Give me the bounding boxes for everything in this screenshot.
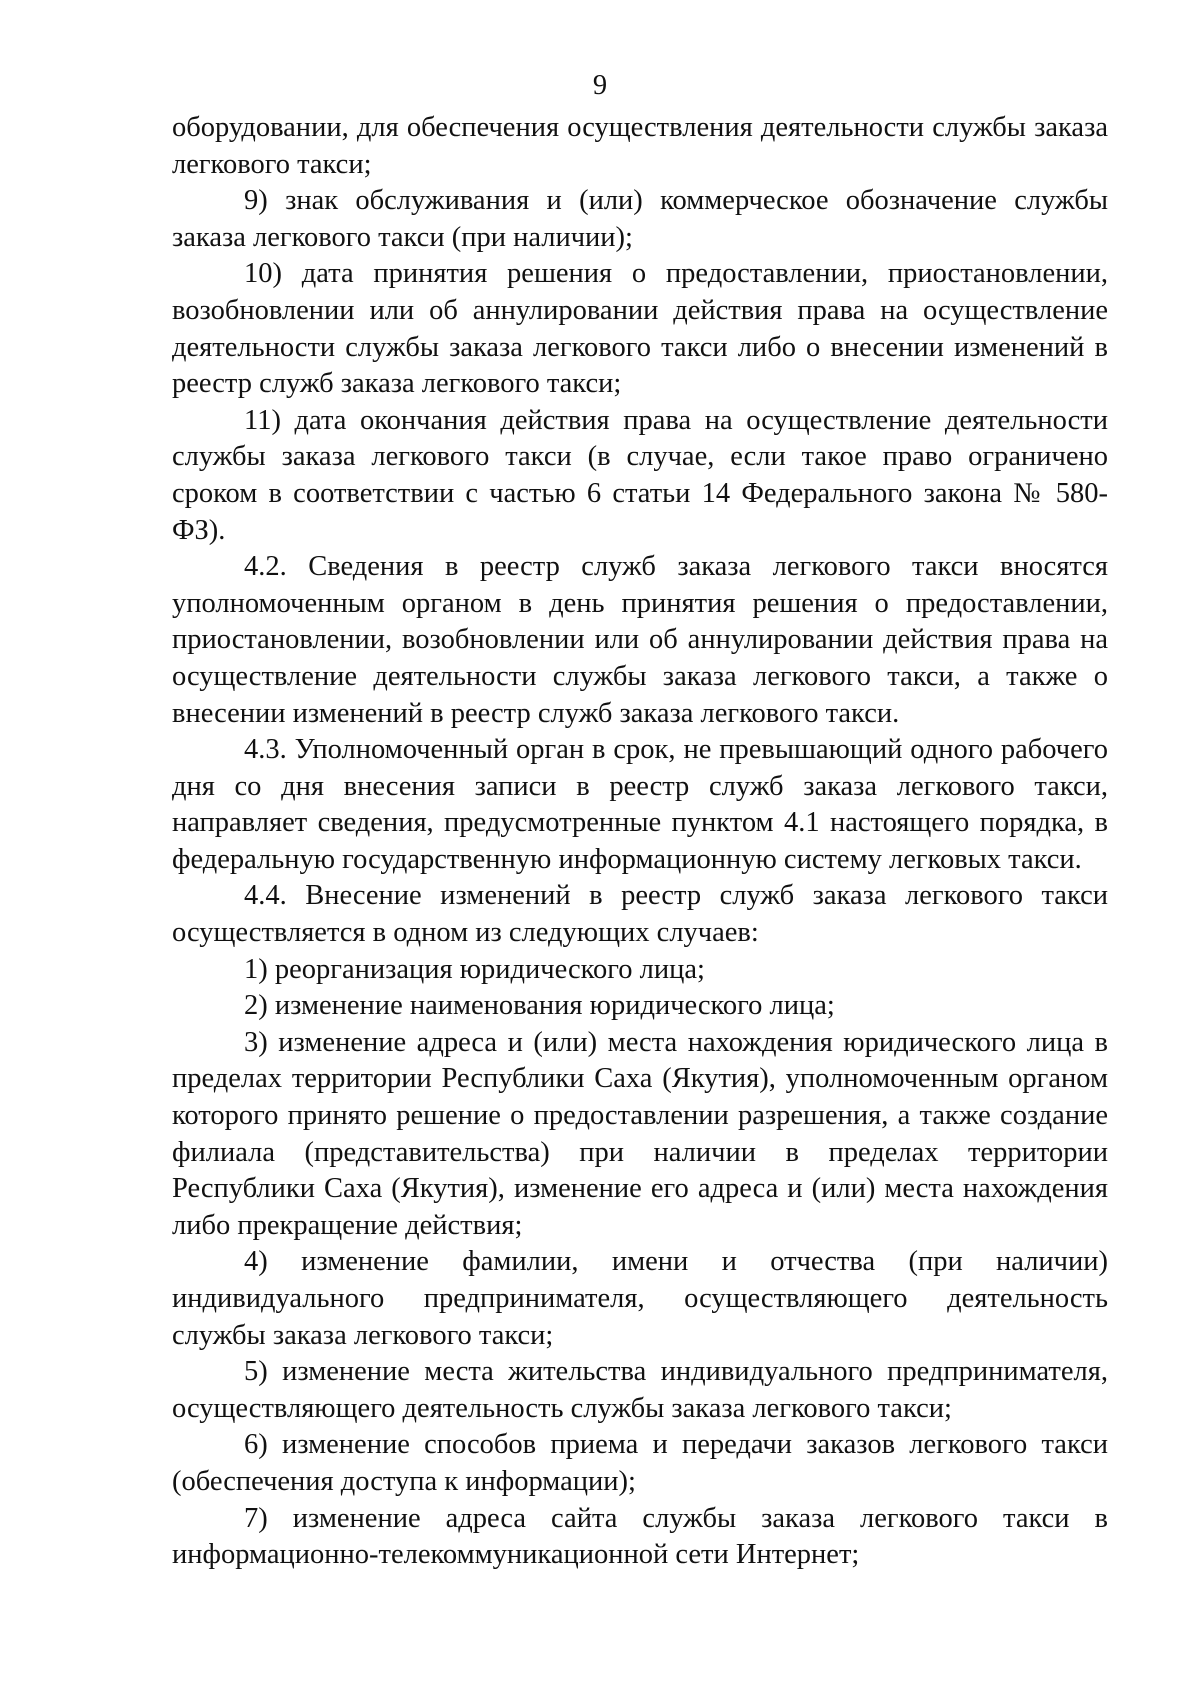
clause-4-4: 4.4. Внесение изменений в реестр служб заказа легкового такси осуществляется в одном из следующих случаев: xyxy=(172,880,1108,949)
clause-4-2: 4.2. Сведения в реестр служб заказа легкового такси вносятся уполномоченным органом в день принятия решения о предоставлении, приостановлении, возобновлении или об аннулировании действия права на осуществление деятельности службы заказа легкового такси, а также о внесении изменений в реестр служб заказа легкового такси. xyxy=(172,551,1108,729)
page-number: 9 xyxy=(592,70,608,101)
clause-4-3: 4.3. Уполномоченный орган в срок, не превышающий одного рабочего дня со дня внесения записи в реестр служб заказа легкового такси, направляет сведения, предусмотренные пунктом 4.1 настоящего порядка, в федеральную государственную информационную систему легковых такси. xyxy=(172,734,1108,875)
list-item-10: 10) дата принятия решения о предоставлении, приостановлении, возобновлении или об аннулировании действия права на осуществление деятельности службы заказа легкового такси либо о внесении изменений в реестр служб заказа легкового такси; xyxy=(172,258,1108,400)
list-item-11: 11) дата окончания действия права на осуществление деятельности службы заказа легкового такси (в случае, если такое право ограничено сроком в соответствии с частью 6 статьи 14 Федерального закона № 580-ФЗ). xyxy=(172,404,1108,546)
case-item-7: 7) изменение адреса сайта службы заказа легкового такси в информационно-телекоммуникационной сети Интернет; xyxy=(172,1502,1108,1571)
case-item-6: 6) изменение способов приема и передачи заказов легкового такси (обеспечения доступа к информации); xyxy=(172,1429,1108,1497)
case-item-3: 3) изменение адреса и (или) места нахождения юридического лица в пределах территории Республики Саха (Якутия), уполномоченным органом которого принято решение о предоставлении разрешения, а также создание филиала (представительства) при наличии в пределах территории Республики Саха (Якутия), изменение его адреса и (или) места нахождения либо прекращение действия; xyxy=(172,1026,1108,1241)
case-item-1: 1) реорганизация юридического лица; xyxy=(244,953,705,985)
document-body xyxy=(172,110,1108,1574)
case-item-2: 2) изменение наименования юридического лица; xyxy=(244,990,835,1022)
case-item-5: 5) изменение места жительства индивидуального предпринимателя, осуществляющего деятельность службы заказа легкового такси; xyxy=(172,1356,1108,1424)
case-item-4: 4) изменение фамилии, имени и отчества (при наличии) индивидуального предпринимателя, осуществляющего деятельность службы заказа легкового такси; xyxy=(172,1246,1108,1351)
paragraph-continuation: оборудовании, для обеспечения осуществления деятельности службы заказа легкового такси; xyxy=(172,112,1108,180)
list-item-9: 9) знак обслуживания и (или) коммерческое обозначение службы заказа легкового такси (при наличии); xyxy=(172,185,1108,253)
